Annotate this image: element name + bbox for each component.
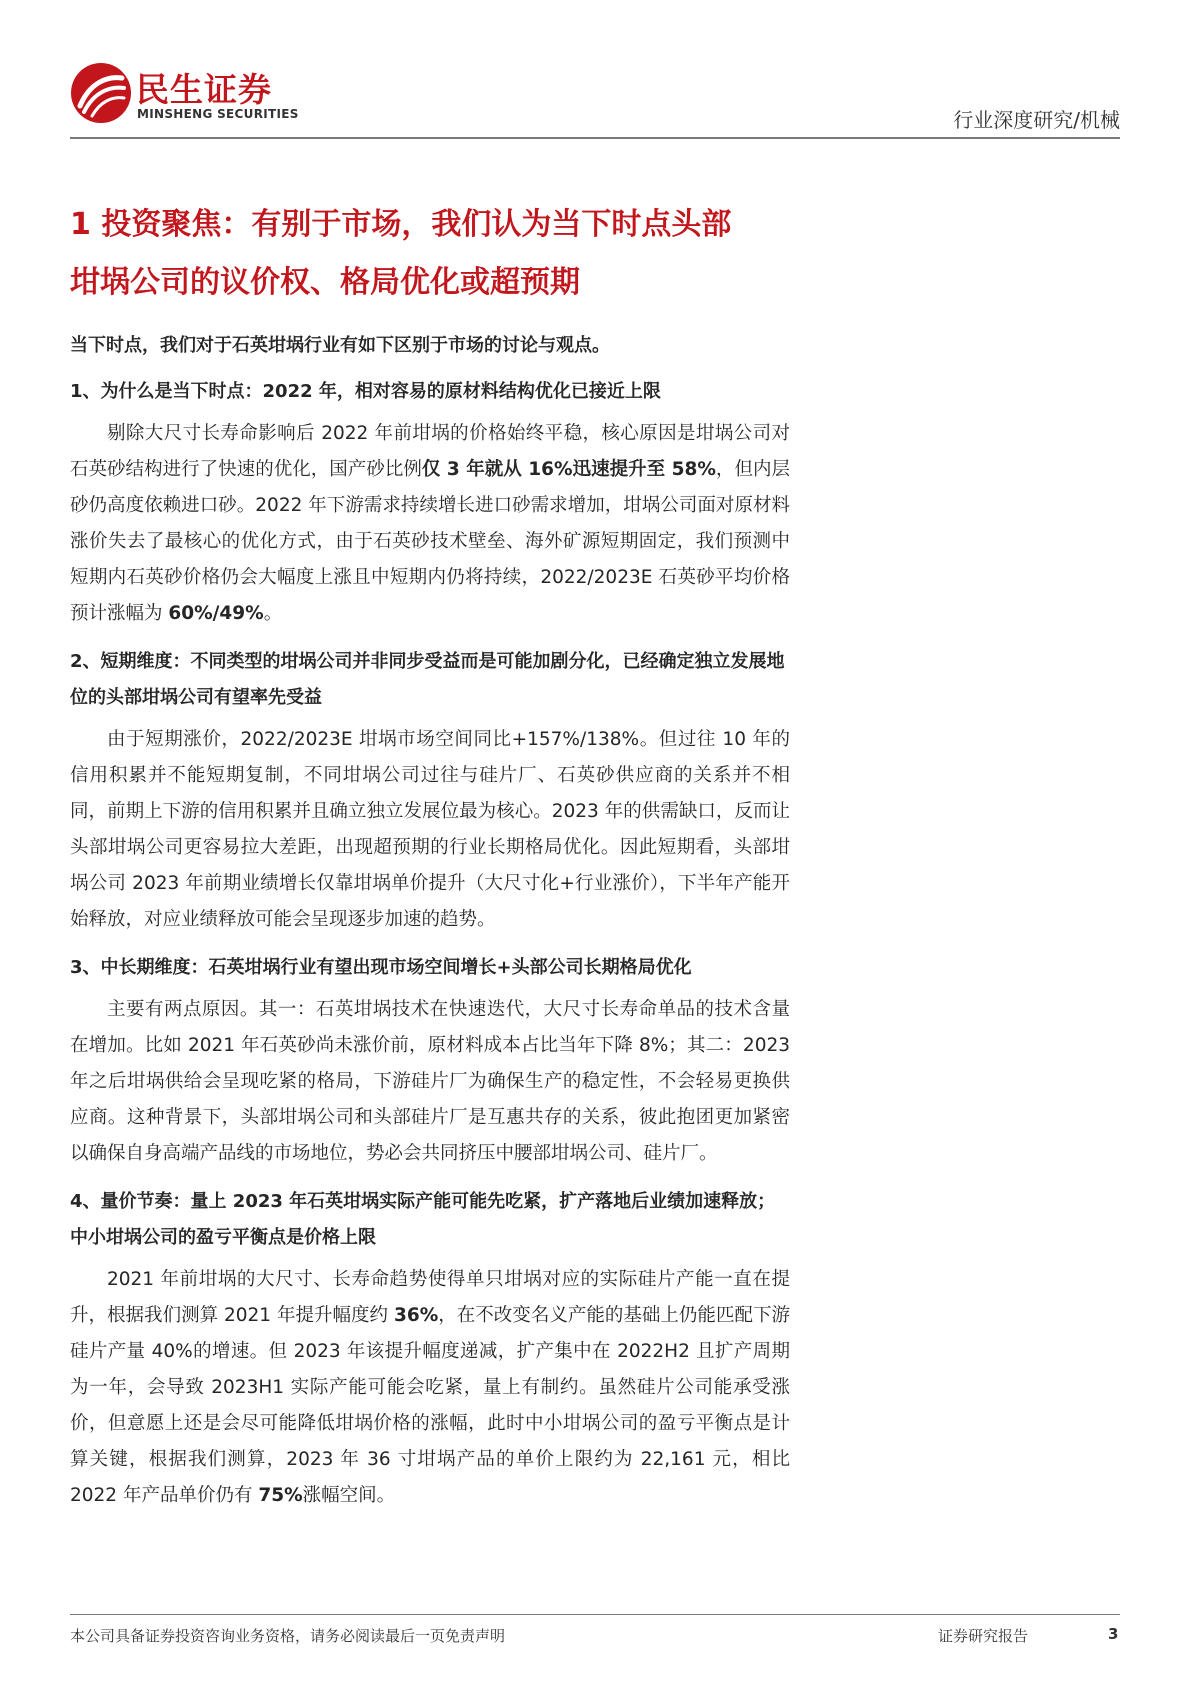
q4-heading: 4、量价节奏：量上 2023 年石英坩埚实际产能可能先吃紧，扩产落地后业绩加速释放；中小坩埚公司的盈亏平衡点是价格上限 [70,1191,776,1248]
q4-highlight-growth: 36% [393,1305,439,1326]
main-content [70,196,790,1514]
q4-text-e: 涨幅空间。 [302,1485,396,1506]
section-title-line2: 坩埚公司的议价权、格局优化或超预期 [70,265,580,300]
q1-text-e: 。 [263,603,283,624]
report-type: 行业深度研究/机械 [953,108,1120,132]
q4-highlight-room: 75% [258,1485,303,1506]
footer-disclaimer: 本公司具备证券投资咨询业务资格，请务必阅读最后一页免责声明 [70,1627,506,1645]
section-title-line1: 1 投资聚焦：有别于市场，我们认为当下时点头部 [70,207,732,242]
q3-paragraph: 主要有两点原因。其一：石英坩埚技术在快速迭代，大尺寸长寿命单品的技术含量在增加。比如 2021 年石英砂尚未涨价前，原材料成本占比当年下降 8%；其二：2023 年之后坩埚供给会呈现吃紧的格局，下游硅片厂为确保生产的稳定性，不会轻易更换供应商。这种背景下，头部坩埚公司和头部硅片厂是互惠共存的关系，彼此抱团更加紧密以确保自身高端产品线的市场地位，势必会共同挤压中腰部坩埚公司、硅片厂。 [70,999,790,1164]
header-divider [70,137,1120,139]
q4-paragraph [70,1262,790,1514]
q1-heading: 1、为什么是当下时点：2022 年，相对容易的原材料结构优化已接近上限 [70,381,661,402]
q2-heading: 2、短期维度：不同类型的坩埚公司并非同步受益而是可能加剧分化，已经确定独立发展地位的头部坩埚公司有望率先受益 [70,651,785,708]
page-number: 3 [1108,1625,1119,1643]
page-header [70,62,1120,138]
q1-text-c: ，但内层砂仍高度依赖进口砂。2022 年下游需求持续增长进口砂需求增加，坩埚公司面对原材料涨价失去了最核心的优化方式，由于石英砂技术壁垒、海外矿源短期固定，我们预测中短期内石英砂价格仍会大幅度上涨且中短期内仍将持续，2022/2023E 石英砂平均价格预计涨幅为 [70,459,790,624]
q4-text-c: ，在不改变名义产能的基础上仍能匹配下游硅片产量 40%的增速。但 2023 年该提升幅度递减，扩产集中在 2022H2 且扩产周期为一年，会导致 2023H1 实际产能可能会吃紧，量上有制约。虽然硅片公司能承受涨价，但意愿上还是会尽可能降低坩埚价格的涨幅，此时中小坩埚公司的盈亏平衡点是计算关键，根据我们测算，2023 年 36 寸坩埚产品的单价上限约为 22,161 元，相比 2022 年产品单价仍有 [70,1305,790,1506]
q2-paragraph: 由于短期涨价，2022/2023E 坩埚市场空间同比+157%/138%。但过往 10 年的信用积累并不能短期复制，不同坩埚公司过往与硅片厂、石英砂供应商的关系并不相同，前期上下游的信用积累并且确立独立发展位最为核心。2023 年的供需缺口，反而让头部坩埚公司更容易拉大差距，出现超预期的行业长期格局优化。因此短期看，头部坩埚公司 2023 年前期业绩增长仅靠坩埚单价提升（大尺寸化+行业涨价），下半年产能开始释放，对应业绩释放可能会呈现逐步加速的趋势。 [70,729,790,930]
footer-report-label: 证券研究报告 [938,1627,1029,1645]
q4-text-a: 2021 年前坩埚的大尺寸、长寿命趋势使得单只坩埚对应的实际硅片产能一直在提升，根据我们测算 2021 年提升幅度约 [70,1269,790,1326]
section-lead: 当下时点，我们对于石英坩埚行业有如下区别于市场的讨论与观点。 [70,335,610,356]
section-title [70,196,790,312]
minsheng-logo-icon [70,62,132,124]
q3-heading: 3、中长期维度：石英坩埚行业有望出现市场空间增长+头部公司长期格局优化 [70,957,692,978]
q1-paragraph [70,416,790,632]
brand-name-cn: 民生证券 [136,70,272,109]
footer-divider [70,1614,1120,1615]
q1-text-a: 剔除大尺寸长寿命影响后 2022 年前坩埚的价格始终平稳，核心原因是坩埚公司对石英砂结构进行了快速的优化，国产砂比例 [70,423,790,480]
brand-name-en: MINSHENG SECURITIES [137,107,299,121]
q1-highlight-price: 60%/49% [168,603,264,624]
q1-highlight-share: 仅 3 年就从 16%迅速提升至 58% [421,459,716,480]
